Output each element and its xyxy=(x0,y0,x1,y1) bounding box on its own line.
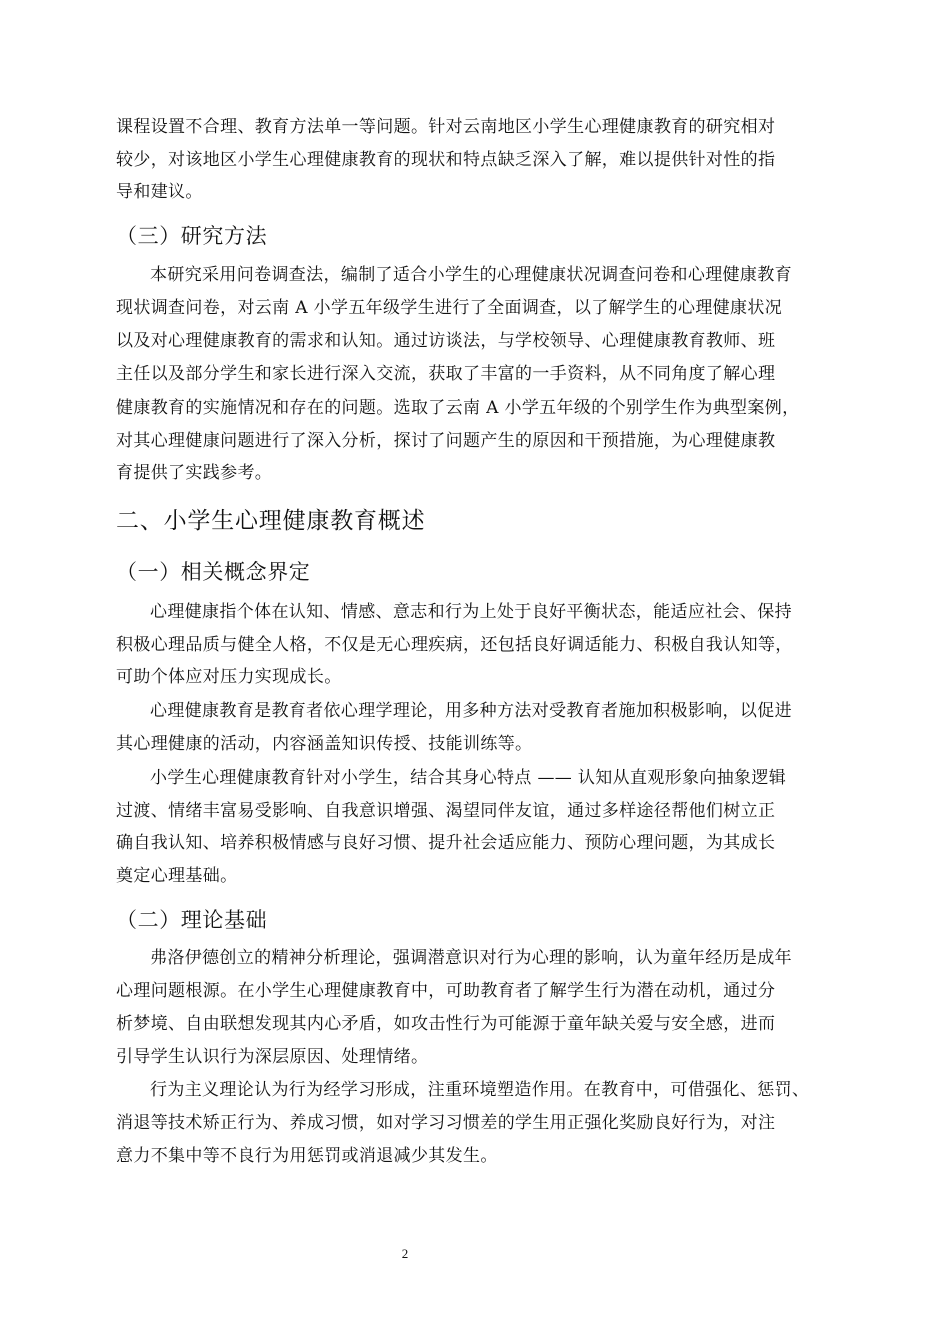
paragraph-line: 较少，对该地区小学生心理健康教育的现状和特点缺乏深入了解，难以提供针对性的指 xyxy=(116,150,776,170)
paragraph-line: 小学生心理健康教育针对小学生，结合其身心特点 —— 认知从直观形象向抽象逻辑 xyxy=(150,768,787,788)
paragraph-line: 消退等技术矫正行为、养成习惯，如对学习习惯差的学生用正强化奖励良好行为，对注 xyxy=(116,1113,776,1133)
paragraph-line: 奠定心理基础。 xyxy=(116,866,238,886)
paragraph-line: 引导学生认识行为深层原因、处理情绪。 xyxy=(116,1047,429,1067)
paragraph-line: 以及对心理健康教育的需求和认知。通过访谈法，与学校领导、心理健康教育教师、班 xyxy=(116,331,776,351)
paragraph-line: 可助个体应对压力实现成长。 xyxy=(116,667,342,687)
paragraph-line: 主任以及部分学生和家长进行深入交流，获取了丰富的一手资料，从不同角度了解心理 xyxy=(116,364,776,384)
paragraph-line: 确自我认知、培养积极情感与良好习惯、提升社会适应能力、预防心理问题，为其成长 xyxy=(116,833,776,853)
paragraph-line: 现状调查问卷，对云南 A 小学五年级学生进行了全面调查，以了解学生的心理健康状况 xyxy=(116,298,783,318)
paragraph-line: 弗洛伊德创立的精神分析理论，强调潜意识对行为心理的影响，认为童年经历是成年 xyxy=(150,948,792,968)
paragraph-line: 心理问题根源。在小学生心理健康教育中，可助教育者了解学生行为潜在动机，通过分 xyxy=(116,981,776,1001)
section-heading-concept-definition: （一）相关概念界定 xyxy=(116,560,311,584)
paragraph-line: 心理健康指个体在认知、情感、意志和行为上处于良好平衡状态，能适应社会、保持 xyxy=(150,602,792,622)
paragraph-line: 本研究采用问卷调查法，编制了适合小学生的心理健康状况调查问卷和心理健康教育 xyxy=(150,265,792,285)
paragraph-line: 析梦境、自由联想发现其内心矛盾，如攻击性行为可能源于童年缺关爱与安全感，进而 xyxy=(116,1014,776,1034)
chapter-heading-overview: 二、小学生心理健康教育概述 xyxy=(116,508,426,534)
page-number: 2 xyxy=(401,1246,409,1261)
paragraph-line: 行为主义理论认为行为经学习形成，注重环境塑造作用。在教育中，可借强化、惩罚、 xyxy=(150,1080,810,1100)
paragraph-line: 导和建议。 xyxy=(116,182,203,202)
paragraph-line: 对其心理健康问题进行了深入分析，探讨了问题产生的原因和干预措施，为心理健康教 xyxy=(116,431,776,451)
paragraph-line: 意力不集中等不良行为用惩罚或消退减少其发生。 xyxy=(116,1146,498,1166)
section-heading-theoretical-basis: （二）理论基础 xyxy=(116,908,268,932)
paragraph-line: 健康教育的实施情况和存在的问题。选取了云南 A 小学五年级的个别学生作为典型案例， xyxy=(116,398,800,418)
paragraph-line: 心理健康教育是教育者依心理学理论，用多种方法对受教育者施加积极影响，以促进 xyxy=(150,701,792,721)
paragraph-line: 过渡、情绪丰富易受影响、自我意识增强、渴望同伴友谊，通过多样途径帮他们树立正 xyxy=(116,801,776,821)
paragraph-line: 其心理健康的活动，内容涵盖知识传授、技能训练等。 xyxy=(116,734,533,754)
paragraph-line: 课程设置不合理、教育方法单一等问题。针对云南地区小学生心理健康教育的研究相对 xyxy=(116,117,776,137)
paragraph-line: 积极心理品质与健全人格，不仅是无心理疾病，还包括良好调适能力、积极自我认知等， xyxy=(116,635,793,655)
section-heading-research-methods: （三）研究方法 xyxy=(116,224,268,248)
paragraph-line: 育提供了实践参考。 xyxy=(116,463,273,483)
